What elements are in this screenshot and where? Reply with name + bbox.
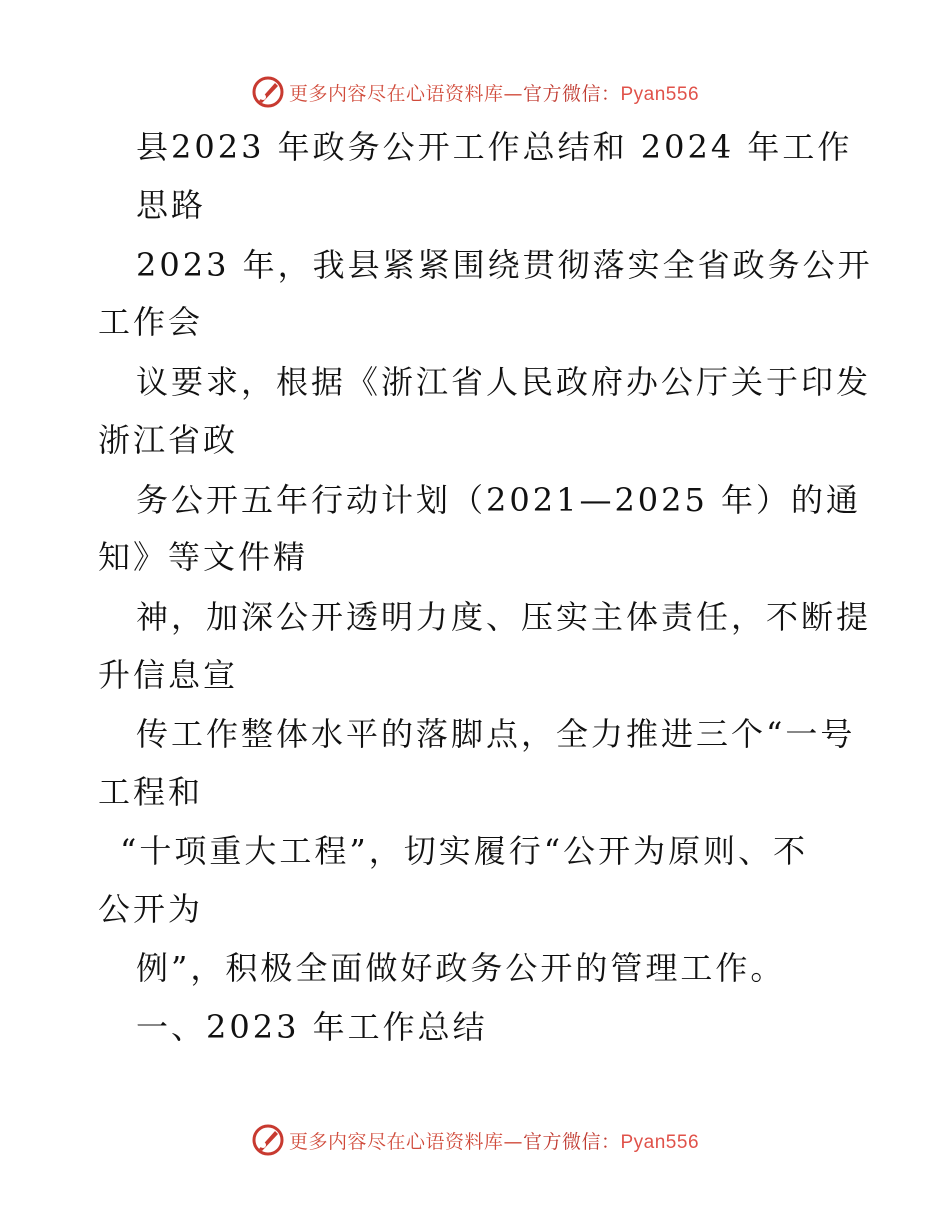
paragraph-line: 公开为: [98, 890, 204, 928]
watermark-brand: 更多内容尽在心语资料库: [288, 1130, 504, 1153]
watermark-wechat-label: 官方微信：: [522, 1130, 621, 1153]
paragraph-line: 2023 年，我县紧紧围绕贯彻落实全省政务公开: [136, 246, 873, 284]
quill-seal-icon: [251, 1123, 285, 1157]
paragraph-line: 升信息宣: [98, 656, 239, 694]
paragraph-line: 务公开五年行动计划（2021—2025 年）的通: [136, 481, 862, 519]
paragraph-line: 议要求，根据《浙江省人民政府办公厅关于印发: [136, 363, 872, 401]
paragraph-line: 例”，积极全面做好政务公开的管理工作。: [136, 949, 786, 987]
paragraph-line: 神，加深公开透明力度、压实主体责任，不断提: [136, 598, 872, 636]
paragraph-line: 传工作整体水平的落脚点，全力推进三个“一号: [136, 715, 856, 753]
paragraph-line: 知》等文件精: [98, 538, 309, 576]
footer-watermark: [0, 1120, 950, 1160]
paragraph-line: “十项重大工程”，切实履行“公开为原则、不: [120, 832, 809, 870]
watermark-wechat-id: Pyan556: [620, 83, 700, 105]
document-title-line-2: 思路: [136, 186, 207, 224]
watermark-brand: 更多内容尽在心语资料库: [288, 82, 504, 105]
section-heading: 一、2023 年工作总结: [136, 1008, 488, 1046]
paragraph-line: 工作会: [98, 303, 204, 341]
watermark-wechat-id: Pyan556: [620, 1131, 700, 1153]
watermark-text: [289, 1127, 699, 1154]
paragraph-line: 工程和: [98, 773, 204, 811]
paragraph-line: 浙江省政: [98, 421, 239, 459]
watermark-wechat-label: 官方微信：: [522, 82, 621, 105]
document-title-line-1: 县2023 年政务公开工作总结和 2024 年工作: [136, 128, 853, 166]
watermark-dash: —: [503, 82, 523, 105]
watermark-dash: —: [503, 1130, 523, 1153]
